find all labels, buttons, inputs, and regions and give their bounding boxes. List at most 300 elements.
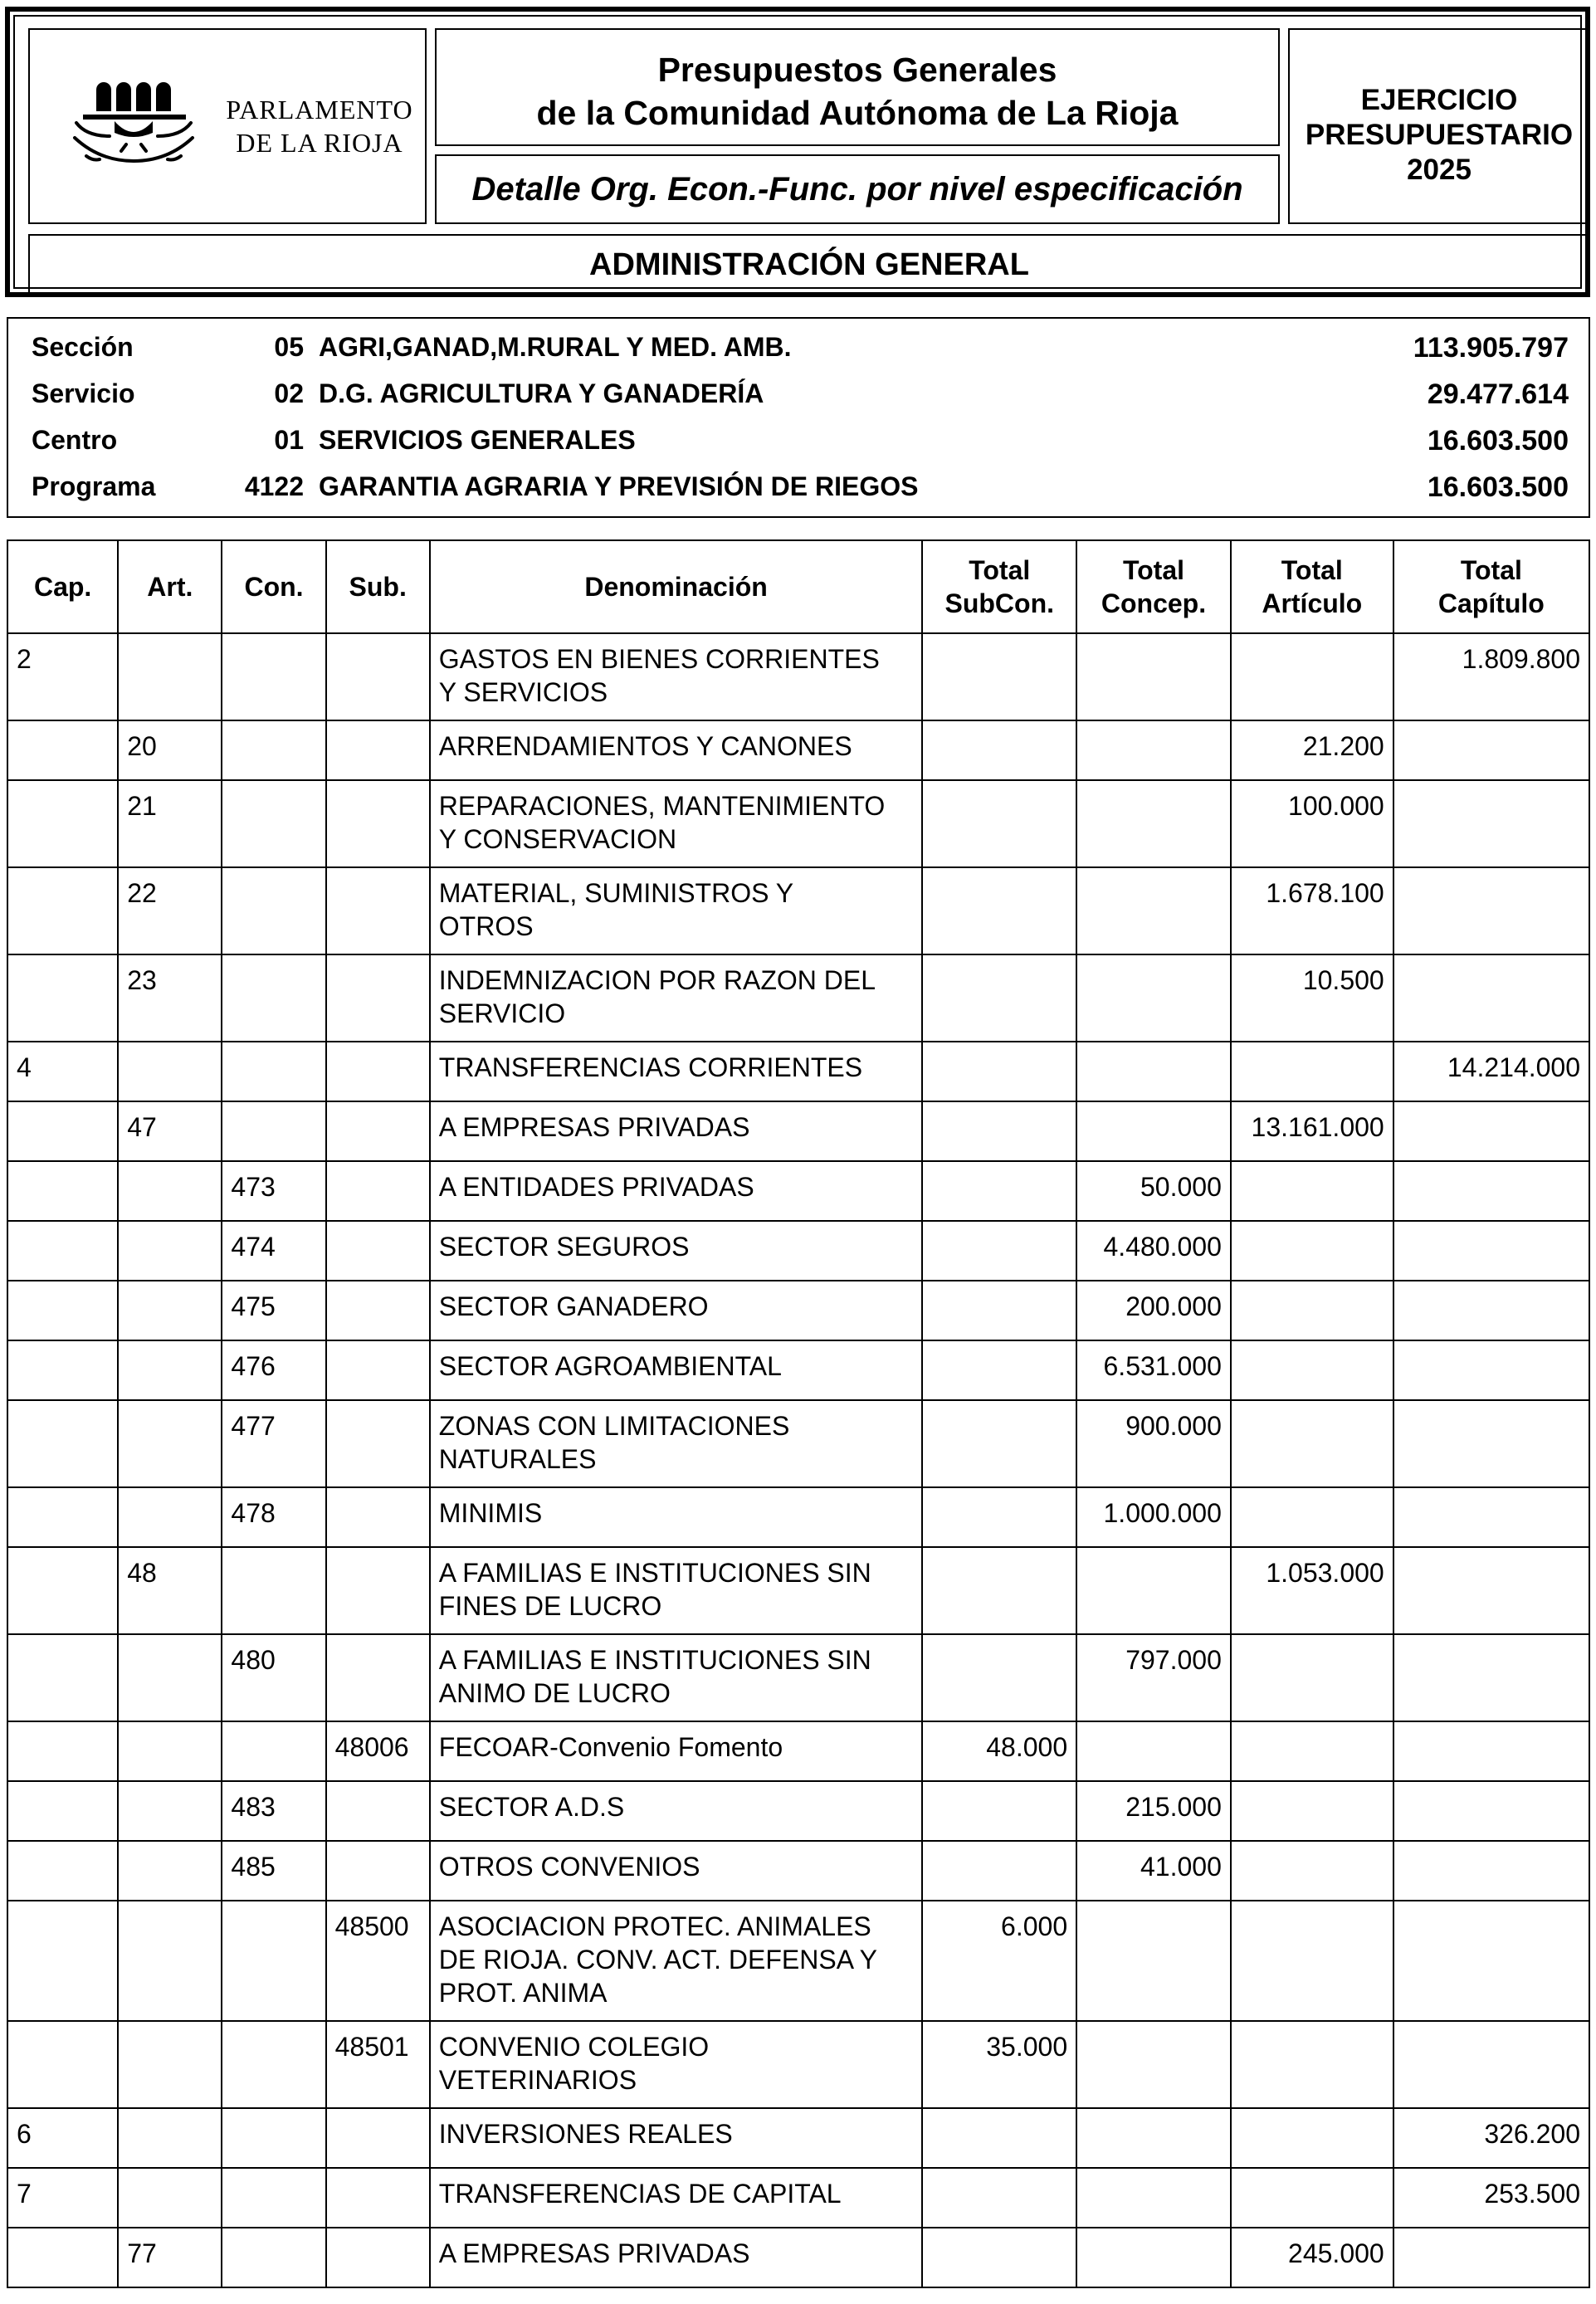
program-row-programa: [8, 460, 1589, 506]
cell-total-capitulo: [1393, 1101, 1589, 1161]
cell-denominacion: [430, 633, 923, 720]
cell-art: [118, 1634, 222, 1721]
program-value: 29.477.614: [1427, 378, 1569, 410]
cell-art: [118, 1281, 222, 1340]
cell-cap: 7: [7, 2168, 118, 2228]
cell-con: 483: [222, 1781, 325, 1841]
cell-total-articulo: [1231, 1634, 1393, 1721]
cell-total-subcon: [922, 954, 1076, 1042]
program-value: 16.603.500: [1427, 471, 1569, 503]
cell-denominacion: [430, 1901, 923, 2021]
cell-con: [222, 633, 325, 720]
cell-total-subcon: [922, 1841, 1076, 1901]
cell-total-capitulo: 1.809.800: [1393, 633, 1589, 720]
program-code: 4122: [244, 471, 304, 501]
cell-denominacion: [430, 1042, 923, 1101]
cell-total-subcon: [922, 1547, 1076, 1634]
cell-cap: [7, 1721, 118, 1781]
exercise-line1: EJERCICIO: [1360, 84, 1518, 116]
cell-art: [118, 1400, 222, 1487]
table-row: [7, 1721, 1589, 1781]
cell-cap: [7, 720, 118, 780]
denominacion-line: DE RIOJA. CONV. ACT. DEFENSA Y: [438, 1945, 877, 1975]
cell-denominacion: [430, 1400, 923, 1487]
cell-total-subcon: 48.000: [922, 1721, 1076, 1781]
cell-total-articulo: [1231, 1042, 1393, 1101]
program-value: 16.603.500: [1427, 425, 1569, 456]
table-header-row: [7, 540, 1589, 633]
cell-sub: 48501: [326, 2021, 430, 2108]
cell-total-capitulo: [1393, 1487, 1589, 1547]
denominacion-line: ASOCIACION PROTEC. ANIMALES: [438, 1911, 871, 1941]
cell-con: 480: [222, 1634, 325, 1721]
table-row: [7, 2228, 1589, 2287]
parliament-crest-icon: [71, 71, 196, 179]
cell-total-subcon: [922, 2168, 1076, 2228]
document-subtitle: Detalle Org. Econ.-Func. por nivel especificación: [471, 171, 1243, 207]
cell-denominacion: [430, 867, 923, 954]
denominacion-line: SECTOR A.D.S: [438, 1792, 625, 1822]
denominacion-line: A EMPRESAS PRIVADAS: [438, 1112, 750, 1142]
cell-total-capitulo: [1393, 1221, 1589, 1281]
denominacion-line: A FAMILIAS E INSTITUCIONES SIN: [438, 1645, 871, 1675]
cell-cap: [7, 780, 118, 867]
table-row: [7, 1547, 1589, 1634]
col-header-line: Total: [1281, 555, 1343, 585]
document-header: [5, 7, 1590, 297]
cell-con: 476: [222, 1340, 325, 1400]
cell-cap: [7, 1281, 118, 1340]
denominacion-line: OTROS CONVENIOS: [438, 1852, 700, 1882]
col-header-con: Con.: [222, 540, 325, 633]
cell-cap: [7, 1400, 118, 1487]
cell-total-articulo: [1231, 1161, 1393, 1221]
table-row: [7, 1400, 1589, 1487]
cell-total-concep: 50.000: [1076, 1161, 1231, 1221]
cell-cap: [7, 1841, 118, 1901]
cell-art: [118, 1781, 222, 1841]
cell-art: 48: [118, 1547, 222, 1634]
administration-box: [28, 234, 1590, 294]
cell-sub: 48006: [326, 1721, 430, 1781]
cell-denominacion: [430, 2021, 923, 2108]
cell-total-capitulo: [1393, 1841, 1589, 1901]
cell-total-articulo: [1231, 1901, 1393, 2021]
cell-con: [222, 2168, 325, 2228]
cell-total-articulo: 10.500: [1231, 954, 1393, 1042]
col-header-total-concep: [1076, 540, 1231, 633]
cell-total-concep: 6.531.000: [1076, 1340, 1231, 1400]
cell-total-concep: [1076, 954, 1231, 1042]
subtitle-box: [435, 154, 1280, 224]
denominacion-line: MATERIAL, SUMINISTROS Y: [438, 878, 794, 908]
cell-total-articulo: [1231, 1340, 1393, 1400]
cell-art: 77: [118, 2228, 222, 2287]
col-header-line: Capítulo: [1437, 588, 1545, 618]
table-row: [7, 720, 1589, 780]
cell-total-concep: [1076, 2108, 1231, 2168]
exercise-box: [1288, 28, 1590, 224]
table-row: [7, 1281, 1589, 1340]
cell-con: [222, 780, 325, 867]
cell-con: [222, 1547, 325, 1634]
cell-total-articulo: [1231, 1487, 1393, 1547]
col-header-cap: Cap.: [7, 540, 118, 633]
cell-total-concep: [1076, 780, 1231, 867]
cell-con: [222, 1101, 325, 1161]
col-header-total-articulo: [1231, 540, 1393, 633]
cell-denominacion: [430, 1487, 923, 1547]
cell-sub: [326, 1781, 430, 1841]
denominacion-line: SECTOR GANADERO: [438, 1291, 709, 1321]
cell-total-subcon: [922, 1161, 1076, 1221]
program-row-centro: [8, 413, 1589, 460]
denominacion-line: CONVENIO COLEGIO: [438, 2032, 710, 2062]
cell-total-capitulo: 14.214.000: [1393, 1042, 1589, 1101]
denominacion-line: ARRENDAMIENTOS Y CANONES: [438, 731, 852, 761]
cell-total-subcon: [922, 1781, 1076, 1841]
cell-cap: [7, 1634, 118, 1721]
denominacion-line: MINIMIS: [438, 1498, 543, 1528]
denominacion-line: ANIMO DE LUCRO: [438, 1678, 671, 1708]
cell-art: [118, 2108, 222, 2168]
cell-total-capitulo: [1393, 867, 1589, 954]
cell-cap: [7, 1487, 118, 1547]
cell-denominacion: [430, 1281, 923, 1340]
cell-total-capitulo: [1393, 1547, 1589, 1634]
cell-denominacion: [430, 780, 923, 867]
cell-sub: [326, 954, 430, 1042]
title-line1: Presupuestos Generales: [657, 51, 1057, 89]
denominacion-line: OTROS: [438, 911, 534, 941]
cell-total-articulo: [1231, 2108, 1393, 2168]
cell-art: 47: [118, 1101, 222, 1161]
denominacion-line: REPARACIONES, MANTENIMIENTO: [438, 791, 886, 821]
program-name: GARANTIA AGRARIA Y PREVISIÓN DE RIEGOS: [319, 471, 919, 501]
table-row: [7, 1901, 1589, 2021]
cell-total-articulo: 21.200: [1231, 720, 1393, 780]
cell-total-articulo: [1231, 1841, 1393, 1901]
cell-total-capitulo: [1393, 1340, 1589, 1400]
cell-sub: [326, 1042, 430, 1101]
cell-sub: [326, 1340, 430, 1400]
program-info: [7, 317, 1590, 518]
cell-total-capitulo: [1393, 1721, 1589, 1781]
program-code: 05: [274, 332, 304, 362]
cell-con: [222, 2228, 325, 2287]
cell-sub: [326, 2108, 430, 2168]
cell-total-subcon: [922, 867, 1076, 954]
cell-total-concep: [1076, 2021, 1231, 2108]
cell-total-articulo: [1231, 1781, 1393, 1841]
cell-total-articulo: 100.000: [1231, 780, 1393, 867]
cell-art: [118, 1042, 222, 1101]
cell-total-subcon: 35.000: [922, 2021, 1076, 2108]
cell-con: 485: [222, 1841, 325, 1901]
cell-sub: 48500: [326, 1901, 430, 2021]
cell-art: 21: [118, 780, 222, 867]
cell-total-capitulo: [1393, 1281, 1589, 1340]
cell-total-concep: [1076, 633, 1231, 720]
logo-box: [28, 28, 427, 224]
table-row: [7, 867, 1589, 954]
col-header-line: Total: [1460, 555, 1522, 585]
cell-con: 478: [222, 1487, 325, 1547]
cell-con: [222, 2108, 325, 2168]
cell-con: [222, 2021, 325, 2108]
cell-total-concep: [1076, 1547, 1231, 1634]
cell-total-articulo: [1231, 1281, 1393, 1340]
col-header-total-subcon: [922, 540, 1076, 633]
table-row: [7, 954, 1589, 1042]
cell-art: [118, 2168, 222, 2228]
cell-total-concep: [1076, 1042, 1231, 1101]
cell-denominacion: [430, 1721, 923, 1781]
cell-total-subcon: [922, 2108, 1076, 2168]
cell-total-subcon: [922, 1487, 1076, 1547]
cell-total-capitulo: [1393, 1781, 1589, 1841]
cell-total-articulo: [1231, 633, 1393, 720]
cell-total-concep: [1076, 1901, 1231, 2021]
cell-sub: [326, 867, 430, 954]
cell-art: [118, 633, 222, 720]
cell-denominacion: [430, 1841, 923, 1901]
table-row: [7, 1161, 1589, 1221]
title-line2: de la Comunidad Autónoma de La Rioja: [536, 94, 1179, 132]
parliament-name-line1: PARLAMENTO: [226, 95, 413, 124]
cell-art: [118, 1721, 222, 1781]
cell-denominacion: [430, 1221, 923, 1281]
cell-cap: [7, 1781, 118, 1841]
document-title: [437, 48, 1278, 134]
cell-con: [222, 954, 325, 1042]
cell-art: [118, 2021, 222, 2108]
cell-cap: 2: [7, 633, 118, 720]
cell-sub: [326, 2228, 430, 2287]
cell-total-capitulo: [1393, 1400, 1589, 1487]
program-key: Centro: [32, 425, 118, 455]
denominacion-line: Y SERVICIOS: [438, 677, 608, 707]
denominacion-line: FINES DE LUCRO: [438, 1591, 662, 1621]
cell-con: [222, 720, 325, 780]
program-code: 02: [274, 378, 304, 408]
cell-denominacion: [430, 954, 923, 1042]
cell-total-capitulo: 326.200: [1393, 2108, 1589, 2168]
table-row: [7, 1634, 1589, 1721]
cell-denominacion: [430, 1340, 923, 1400]
col-header-art: Art.: [118, 540, 222, 633]
exercise-year: 2025: [1407, 154, 1472, 186]
cell-sub: [326, 633, 430, 720]
cell-total-concep: 900.000: [1076, 1400, 1231, 1487]
cell-sub: [326, 1101, 430, 1161]
administration-title: ADMINISTRACIÓN GENERAL: [589, 247, 1029, 282]
table-row: [7, 1487, 1589, 1547]
cell-total-subcon: [922, 2228, 1076, 2287]
cell-total-articulo: 13.161.000: [1231, 1101, 1393, 1161]
cell-total-articulo: [1231, 1221, 1393, 1281]
cell-total-subcon: [922, 1340, 1076, 1400]
cell-cap: [7, 1161, 118, 1221]
cell-sub: [326, 1487, 430, 1547]
cell-denominacion: [430, 1634, 923, 1721]
cell-total-articulo: [1231, 2168, 1393, 2228]
cell-total-capitulo: [1393, 2021, 1589, 2108]
cell-total-articulo: [1231, 1721, 1393, 1781]
cell-con: 473: [222, 1161, 325, 1221]
cell-total-articulo: 1.678.100: [1231, 867, 1393, 954]
cell-total-concep: 1.000.000: [1076, 1487, 1231, 1547]
cell-sub: [326, 1634, 430, 1721]
cell-sub: [326, 1221, 430, 1281]
cell-con: 474: [222, 1221, 325, 1281]
cell-total-subcon: [922, 1042, 1076, 1101]
cell-cap: [7, 1901, 118, 2021]
cell-total-concep: 4.480.000: [1076, 1221, 1231, 1281]
program-row-seccion: [8, 320, 1589, 367]
cell-art: 22: [118, 867, 222, 954]
denominacion-line: TRANSFERENCIAS DE CAPITAL: [438, 2179, 842, 2209]
cell-sub: [326, 1841, 430, 1901]
col-header-line: Concep.: [1101, 588, 1207, 618]
denominacion-line: A ENTIDADES PRIVADAS: [438, 1172, 754, 1202]
col-header-line: Artículo: [1262, 588, 1363, 618]
cell-total-capitulo: [1393, 1634, 1589, 1721]
table-row: [7, 1781, 1589, 1841]
denominacion-line: SECTOR AGROAMBIENTAL: [438, 1351, 782, 1381]
table-row: [7, 1221, 1589, 1281]
cell-total-subcon: [922, 633, 1076, 720]
cell-art: [118, 1161, 222, 1221]
cell-denominacion: [430, 1101, 923, 1161]
cell-denominacion: [430, 2228, 923, 2287]
table-row: [7, 633, 1589, 720]
cell-con: 475: [222, 1281, 325, 1340]
cell-denominacion: [430, 2108, 923, 2168]
title-box: [435, 28, 1280, 146]
cell-total-subcon: [922, 780, 1076, 867]
cell-sub: [326, 1400, 430, 1487]
cell-total-subcon: [922, 1634, 1076, 1721]
cell-total-capitulo: [1393, 1161, 1589, 1221]
cell-sub: [326, 780, 430, 867]
cell-denominacion: [430, 720, 923, 780]
program-key: Servicio: [32, 378, 135, 408]
program-name: D.G. AGRICULTURA Y GANADERÍA: [319, 378, 764, 408]
parliament-name: [216, 93, 423, 159]
cell-total-concep: [1076, 1721, 1231, 1781]
cell-total-concep: [1076, 1101, 1231, 1161]
budget-detail-table: [7, 539, 1590, 2288]
col-header-denominacion: Denominación: [430, 540, 923, 633]
table-row: [7, 2021, 1589, 2108]
parliament-name-line2: DE LA RIOJA: [236, 128, 403, 158]
program-row-servicio: [8, 367, 1589, 413]
cell-total-articulo: [1231, 1400, 1393, 1487]
cell-denominacion: [430, 1547, 923, 1634]
program-key: Programa: [32, 471, 156, 501]
col-header-line: Total: [1122, 555, 1185, 585]
denominacion-line: SECTOR SEGUROS: [438, 1232, 690, 1262]
cell-total-capitulo: [1393, 2228, 1589, 2287]
cell-art: [118, 1901, 222, 2021]
table-row: [7, 1101, 1589, 1161]
cell-denominacion: [430, 2168, 923, 2228]
cell-cap: [7, 1547, 118, 1634]
program-name: SERVICIOS GENERALES: [319, 425, 636, 455]
cell-con: [222, 1901, 325, 2021]
cell-art: [118, 1340, 222, 1400]
denominacion-line: A EMPRESAS PRIVADAS: [438, 2238, 750, 2268]
denominacion-line: ZONAS CON LIMITACIONES: [438, 1411, 790, 1441]
cell-total-subcon: 6.000: [922, 1901, 1076, 2021]
cell-con: [222, 1721, 325, 1781]
cell-total-capitulo: [1393, 1901, 1589, 2021]
cell-total-concep: 41.000: [1076, 1841, 1231, 1901]
cell-cap: [7, 2228, 118, 2287]
denominacion-line: PROT. ANIMA: [438, 1978, 608, 2008]
program-value: 113.905.797: [1413, 332, 1569, 364]
cell-sub: [326, 1547, 430, 1634]
col-header-line: SubCon.: [944, 588, 1054, 618]
table-row: [7, 1042, 1589, 1101]
denominacion-line: VETERINARIOS: [438, 2065, 637, 2095]
cell-sub: [326, 1161, 430, 1221]
denominacion-line: INVERSIONES REALES: [438, 2119, 733, 2149]
cell-cap: [7, 1221, 118, 1281]
table-row: [7, 780, 1589, 867]
cell-cap: 4: [7, 1042, 118, 1101]
cell-total-concep: 200.000: [1076, 1281, 1231, 1340]
col-header-total-capitulo: [1393, 540, 1589, 633]
table-row: [7, 2108, 1589, 2168]
cell-total-concep: [1076, 2168, 1231, 2228]
cell-con: [222, 867, 325, 954]
cell-cap: [7, 2021, 118, 2108]
header-inner-frame: [13, 15, 1582, 289]
denominacion-line: FECOAR-Convenio Fomento: [438, 1732, 783, 1762]
denominacion-line: GASTOS EN BIENES CORRIENTES: [438, 644, 880, 674]
cell-sub: [326, 1281, 430, 1340]
cell-con: [222, 1042, 325, 1101]
denominacion-line: A FAMILIAS E INSTITUCIONES SIN: [438, 1558, 871, 1588]
cell-total-subcon: [922, 1281, 1076, 1340]
cell-total-concep: 797.000: [1076, 1634, 1231, 1721]
cell-total-subcon: [922, 1101, 1076, 1161]
cell-cap: 6: [7, 2108, 118, 2168]
denominacion-line: Y CONSERVACION: [438, 824, 677, 854]
cell-art: [118, 1841, 222, 1901]
col-header-line: Total: [969, 555, 1031, 585]
cell-total-concep: 215.000: [1076, 1781, 1231, 1841]
cell-denominacion: [430, 1161, 923, 1221]
cell-art: 20: [118, 720, 222, 780]
cell-total-capitulo: [1393, 780, 1589, 867]
cell-sub: [326, 2168, 430, 2228]
cell-cap: [7, 1101, 118, 1161]
cell-cap: [7, 867, 118, 954]
table-row: [7, 1841, 1589, 1901]
cell-art: [118, 1221, 222, 1281]
cell-art: 23: [118, 954, 222, 1042]
table-row: [7, 2168, 1589, 2228]
program-key: Sección: [32, 332, 134, 362]
denominacion-line: NATURALES: [438, 1444, 597, 1474]
cell-total-articulo: [1231, 2021, 1393, 2108]
denominacion-line: TRANSFERENCIAS CORRIENTES: [438, 1052, 863, 1082]
program-code: 01: [274, 425, 304, 455]
cell-cap: [7, 954, 118, 1042]
